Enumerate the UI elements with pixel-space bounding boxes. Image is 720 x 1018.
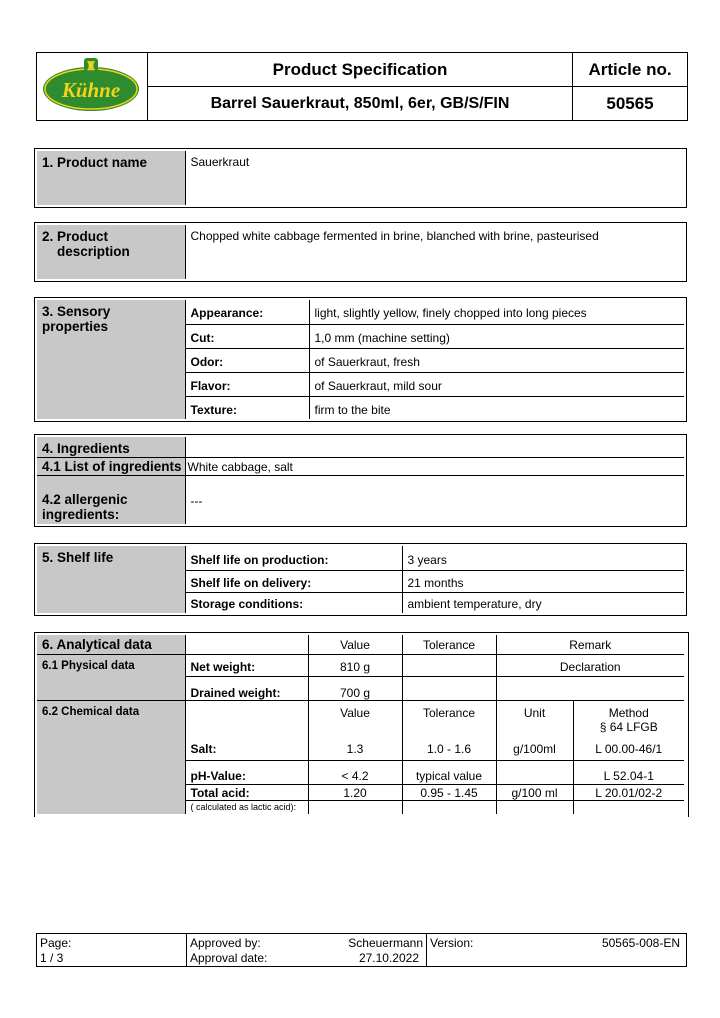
chemical-spacer	[37, 800, 185, 814]
salt-label: Salt:	[185, 736, 308, 760]
product-name-label: 1. Product name	[37, 151, 185, 205]
chem-header-method: Method § 64 LFGB	[599, 705, 658, 734]
section-product-description	[37, 225, 684, 279]
shelf-value: 3 years	[402, 546, 684, 570]
kuehne-logo	[37, 53, 145, 117]
section-sensory	[37, 300, 684, 419]
section-product-name	[37, 151, 684, 205]
sensory-value: 1,0 mm (machine setting)	[309, 324, 684, 348]
ph-method: L 52.04-1	[573, 760, 684, 784]
chemical-data-label: 6.2 Chemical data	[37, 700, 185, 736]
shelf-key: Shelf life on delivery:	[185, 570, 402, 592]
net-weight-tolerance	[402, 654, 496, 676]
drained-weight-tolerance	[402, 676, 496, 700]
salt-tolerance: 1.0 - 1.6	[402, 736, 496, 760]
sensory-value: light, slightly yellow, finely chopped into long pieces	[309, 300, 684, 324]
approval-date: Approval date: 27.10.2022	[187, 950, 427, 966]
shelf-life-label: 5. Shelf life	[37, 546, 185, 613]
svg-text:Kühne: Kühne	[61, 78, 121, 102]
product-name-value: Sauerkraut	[190, 155, 250, 169]
drained-weight-label: Drained weight:	[185, 676, 308, 700]
page-label: Page:	[37, 934, 187, 951]
analytical-empty	[185, 635, 308, 654]
sensory-label: 3. Sensory properties	[37, 300, 185, 419]
ingredient-list-label: 4.1 List of ingredients	[37, 457, 185, 475]
shelf-key: Shelf life on production:	[185, 546, 402, 570]
sensory-key: Texture:	[185, 396, 309, 419]
salt-value: 1.3	[308, 736, 402, 760]
note-empty	[308, 800, 402, 814]
note-empty	[573, 800, 684, 814]
ingredients-empty	[185, 437, 684, 457]
net-weight-remark: Declaration	[496, 654, 684, 676]
allergen-label: 4.2 allergenic ingredients:	[37, 475, 185, 524]
note-empty	[496, 800, 573, 814]
acid-label: Total acid:	[185, 784, 308, 800]
chemical-spacer	[37, 736, 185, 760]
physical-data-label: 6.1 Physical data	[37, 654, 185, 676]
chemical-empty	[185, 700, 308, 736]
header-remark: Remark	[496, 635, 684, 654]
article-label: Article no.	[573, 53, 688, 87]
svg-text:♜: ♜	[85, 59, 97, 73]
product-description-value: Chopped white cabbage fermented in brine, blanched with brine, pasteurised	[190, 229, 599, 243]
ph-tolerance: typical value	[402, 760, 496, 784]
chemical-spacer	[37, 760, 185, 784]
version: Version: 50565-008-EN	[430, 936, 680, 950]
note-empty	[402, 800, 496, 814]
acid-method: L 20.01/02-2	[573, 784, 684, 800]
shelf-value: ambient temperature, dry	[407, 596, 542, 611]
header-tolerance: Tolerance	[402, 635, 496, 654]
product-description-label: 2. Product description	[37, 225, 185, 279]
acid-note: ( calculated as lactic acid):	[185, 800, 308, 814]
sensory-key: Appearance:	[185, 300, 309, 324]
ph-value: < 4.2	[308, 760, 402, 784]
shelf-value: 21 months	[402, 570, 684, 592]
analytical-label: 6. Analytical data	[37, 635, 185, 654]
sensory-value: of Sauerkraut, fresh	[309, 348, 684, 372]
allergen-value: ---	[190, 493, 203, 508]
physical-spacer	[37, 676, 185, 700]
chem-header-tolerance: Tolerance	[402, 700, 496, 736]
section-analytical	[37, 635, 684, 814]
net-weight-value: 810 g	[308, 654, 402, 676]
section-shelf-life	[37, 546, 684, 613]
sensory-value: of Sauerkraut, mild sour	[309, 372, 684, 396]
drained-weight-remark	[496, 676, 684, 700]
shelf-key: Storage conditions:	[185, 592, 402, 613]
ingredient-list-value: White cabbage, salt	[185, 457, 684, 475]
header-table	[36, 52, 688, 121]
acid-tolerance: 0.95 - 1.45	[402, 784, 496, 800]
article-number: 50565	[606, 93, 654, 113]
section-ingredients	[37, 437, 684, 524]
sensory-value: firm to the bite	[314, 402, 391, 417]
page-value: 1 / 3	[37, 950, 187, 966]
net-weight-label: Net weight:	[185, 654, 308, 676]
sensory-key: Flavor:	[185, 372, 309, 396]
ph-label: pH-Value:	[185, 760, 308, 784]
drained-weight-value: 700 g	[308, 676, 402, 700]
approved-by: Approved by: Scheuermann	[187, 934, 427, 951]
ingredients-label: 4. Ingredients	[37, 437, 185, 457]
salt-method: L 00.00-46/1	[573, 736, 684, 760]
acid-value: 1.20	[308, 784, 402, 800]
sensory-key: Cut:	[185, 324, 309, 348]
header-value: Value	[308, 635, 402, 654]
product-title: Barrel Sauerkraut, 850ml, 6er, GB/S/FIN	[148, 87, 573, 121]
footer-table	[36, 933, 687, 967]
logo-cell	[37, 53, 148, 121]
salt-unit: g/100ml	[496, 736, 573, 760]
chem-header-unit: Unit	[496, 700, 573, 736]
sensory-key: Odor:	[185, 348, 309, 372]
ph-unit	[496, 760, 573, 784]
doc-title: Product Specification	[148, 53, 573, 87]
acid-unit: g/100 ml	[496, 784, 573, 800]
chemical-spacer	[37, 784, 185, 800]
chem-header-value: Value	[308, 700, 402, 736]
